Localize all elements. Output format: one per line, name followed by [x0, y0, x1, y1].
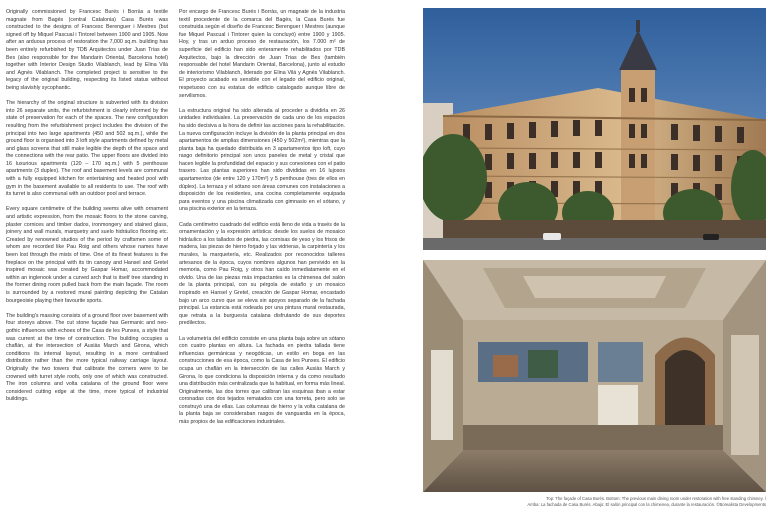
english-paragraph: Originally commissioned by Francesc Burés i Borràs a textile magnate from Bagés (central Catalonia) Casa Burés was constructed to the designs of Francesc Berenguer i Mestres (but signed off by Miquel Pascual i Tintorel between 1900 and 1905. Now after an arduous process of restoration the 7,000 sq.m. building has been entirely refurbished by TDB Arquitectos under Juan Trias de Bes (also responsible for the Mandarin Oriental, Barcelona hotel) together with Interior Design Studio Vilablanch, lead by Elina Vilá and Agnès Vilablanch. The completed project is sensitive to the legacy of the original building, respecting its listed status without being slavishly sycophantic. [6, 9, 168, 91]
english-paragraph: The hierarchy of the original structure is subverted with its division into 26 separate units, the refurbishment is clearly informed by the state of preservation for each of the spaces. The new configuration resulting from the refurbishment project includes the division of the principal into two large apartments (450 and 502 sq.m.), while the ground floor is organised into 3 loft style apartments defined by metal and glass screens that still make legible the depth of the space and the connections with the rear patio. The upper floors are divided into 16 luxurious apartments (120 – 170 sq.m.) with 5 penthouse apartments (3 duplex). The roof and basement levels are communal with a fully equipped kitchen for entertaining and heated pool with gym in the basement available to all residents to use. The roof with its turret is also communal with an outdoor pool and terrace. [6, 100, 168, 198]
english-text-column [6, 9, 168, 411]
interior-photo [423, 260, 766, 492]
interior-illustration [423, 260, 766, 492]
english-paragraph: The building's massing consists of a ground floor over basement with four storeys above. The cut stone façade has Germanic and neo-gothic influences with echoes of the Casa de les Punxes, a style that was current at the time of construction. The building occupies a chaflán, at the intersection of Ausiàs March and Girona, which conditions its internal layout, resulting in a more centralised distribution rather than the more typical railway carriage layout. Originally the two towers that calibrate the corners were to be crowned with turret style roofs, only one of which was constructed. The iron columns and volta catalana of the ground floor were considered cutting edge at the time, more typical of industrial buildings. [6, 312, 168, 403]
english-paragraph: Every square centimetre of the building seems alive with ornament and artistic expression, from the mosaic floors to the stone carving, plaster cornices and timber dados, ironmongery and stained glass, joinery and wall murals, marquetry and suelo hidráulico flooring etc. Created by renowned studios of the period by craftsmen some of whom are recorded like Pau Roig and others whose names have been lost through the mists of time. One of its finest features is the fireplace on the principal with its tin canopy and Hansel and Gretel inspired mosaic was created by Gaspar Homar, accommodated within an inglenook under a curved arch that is itself tree standing in the former dining room pulled back from the main façade. The room is surrounded by a restored mural painting depicting the Catalan bourgeoisie playing their favourite sports. [6, 206, 168, 304]
facade-photo [423, 8, 766, 250]
facade-illustration [423, 8, 766, 250]
caption-english: Top: The façade of Casa Burés. Bottom: The previous main dining room under restoration with free standing chimney. / [546, 496, 766, 501]
spanish-paragraph: Por encargo de Francesc Burés i Borràs, un magnate de la industria textil procedente de la comarca del Bagès, la Casa Burés fue construida según el diseño de Francesc Berenguer i Mestres (aunque fue Miquel Pascual i Tintorer quien la concluyó) entre 1900 y 1905. Hoy, y tras un arduo proceso de restauración, los 7.000 m² de superficie del edificio han sido enteramente rehabilitados por TDB Arquitectos, bajo la dirección de Juan Trias de Bes (también responsable del hotel Mandarin Oriental, Barcelona), junto al estudio de interiorismo Vilablanch, liderado por Elina Vilá y Agnès Vilablanch. El proyecto acabado es sensible con el legado del edificio original, respetuoso con su estatus de edificio catalogado aunque libre de servilismos. [179, 9, 345, 99]
spanish-paragraph: Cada centímetro cuadrado del edificio está lleno de vida a través de la ornamentación y la expresión artística: desde los suelos de mosaico hidráulico a los tallados de piedra, las cornisas de yeso y los frisos de madera, las piezas de hierro forjado y las vidrieras, la carpintería y los murales, la marquetería, etc. Realizados por reconocidos talleres artesanos de la época, cuyos nombres algunos han pervivido en la memoria, como Pau Roig, y otros han caído inmediatamente en el olvido. Una de las piezas más impactantes es la chimenea del salón de la planta principal, con su pérgola de estaño y un mosaico inspirado en Hansel y Gretel, creación de Gaspar Homar, encastado bajo un arco curvo que se eleva sin apoyos separado de la fachada principal. La estancia está rodeada por una pintura mural restaurada, que retrata a la burguesía catalana disfrutando de sus deportes predilectos. [179, 221, 345, 327]
photo-caption [423, 496, 766, 508]
spanish-paragraph: La estructura original ha sido alterada al proceder a dividirla en 26 unidades individuales. La preservación de cada uno de los espacios ha sido decisiva a la hora de definir las acciones para la rehabilitación. La nueva configuración incluye la división de la planta principal en dos apartamentos de amplias dimensiones (450 y 502m²), mientras que la planta baja ha quedado distribuida en 3 apartamentos tipo loft, cuyo rasgo definitorio principal son unos paneles de metal y cristal que hacen legible la profundidad del espacio y sus conexiones con el patio trasero. Las plantas superiores han sido divididas en 16 lujosos apartamentos (de entre 120 y 170m²) y 5 penthouse (tres de ellos en dúplex). La terraza y el sótano son áreas comunes con instalaciones a disposición de los residentes, una cocina completamente equipada para eventos y una piscina climatizada con gimnasio en el sótano, y una piscina exterior en la terraza. [179, 107, 345, 213]
spanish-paragraph: La volumetría del edificio consiste en una planta baja sobre un sótano con cuatro plantas en altura. La fachada en piedra tallada tiene influencias germánicas y neogóticas, un estilo en boga en las construcciones de esa época, como la Casa de les Punxes. El edificio ocupa un chaflán en la intersección de las calles Ausiàs March y Girona, lo que condiciona la disposición interna y da como resultado una distribución más centralizada que la habitual, en forma más lineal. Originalmente, las dos torres que calibran las esquinas iban a estar coronadas con dos tejados rematados con una torreta, pero solo se construyó una de ellas. Las columnas de hierro y la volta catalana de la planta baja se consideraban rasgos de vanguardia en la época, más propios de las edificaciones industriales. [179, 335, 345, 426]
spanish-text-column [179, 9, 345, 434]
caption-spanish: Arriba: La fachada de Casa Burés. Abajo: El salón principal con la chimenea, durante la restauración. ©Borealista Developments [527, 502, 766, 507]
